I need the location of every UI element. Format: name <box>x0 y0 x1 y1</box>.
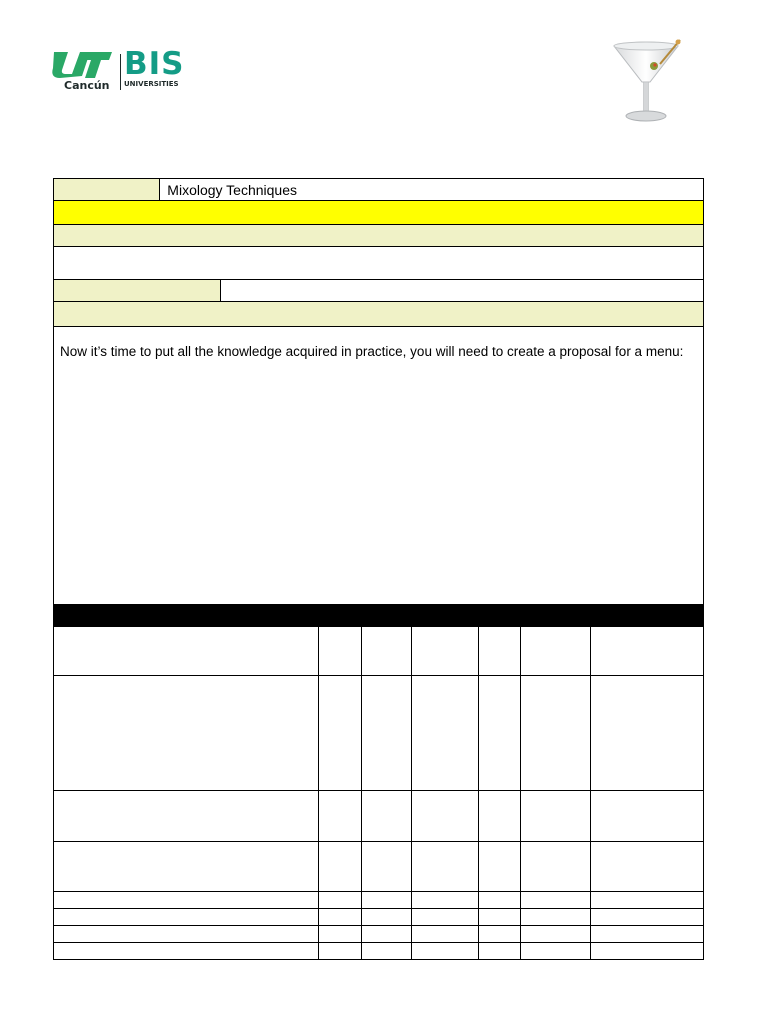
table-cell <box>361 926 411 943</box>
instructions-text: Now it’s time to put all the knowledge acquired in practice, you will need to create a proposal for a menu: <box>54 327 704 605</box>
menu-table-header-row <box>54 627 704 676</box>
table-cell <box>412 892 479 909</box>
table-cell <box>54 909 319 926</box>
table-row <box>54 909 704 926</box>
table-cell <box>521 909 590 926</box>
subject-label-cell <box>54 179 160 201</box>
table-cell <box>318 842 361 892</box>
table-cell <box>479 842 521 892</box>
table-row <box>54 842 704 892</box>
table-cell <box>521 627 590 676</box>
subject-value: Mixology Techniques <box>160 179 704 201</box>
field-label-cell <box>54 280 221 302</box>
table-cell <box>479 926 521 943</box>
table-row <box>54 943 704 960</box>
table-cell <box>590 943 704 960</box>
table-cell <box>361 892 411 909</box>
table-cell <box>54 791 319 842</box>
table-cell <box>521 892 590 909</box>
table-cell <box>521 842 590 892</box>
table-cell <box>318 676 361 791</box>
table-cell <box>590 791 704 842</box>
table-row <box>54 791 704 842</box>
table-cell <box>412 943 479 960</box>
section-header-row <box>54 225 704 247</box>
table-row <box>54 926 704 943</box>
table-cell <box>54 842 319 892</box>
table-cell <box>521 943 590 960</box>
table-cell <box>54 676 319 791</box>
table-cell <box>479 791 521 842</box>
table-cell <box>318 926 361 943</box>
table-cell <box>521 676 590 791</box>
table-cell <box>361 627 411 676</box>
ut-logo-icon <box>50 48 114 80</box>
table-cell <box>54 627 319 676</box>
table-cell <box>479 892 521 909</box>
table-row <box>54 892 704 909</box>
table-cell <box>590 909 704 926</box>
table-cell <box>361 842 411 892</box>
table-cell <box>590 842 704 892</box>
activity-form <box>53 178 704 960</box>
table-cell <box>54 892 319 909</box>
table-cell <box>318 943 361 960</box>
table-cell <box>412 926 479 943</box>
logo-city-text: Cancún <box>64 79 110 92</box>
table-cell <box>361 909 411 926</box>
table-cell <box>590 926 704 943</box>
yellow-banner-row <box>54 201 704 225</box>
logo-universities-text: UNIVERSITIES <box>124 80 179 88</box>
field-value-cell <box>221 280 704 302</box>
martini-glass-icon <box>608 36 684 126</box>
instructions-header-row <box>54 302 704 327</box>
table-cell <box>54 943 319 960</box>
table-cell <box>590 627 704 676</box>
table-cell <box>361 676 411 791</box>
table-cell <box>318 627 361 676</box>
table-cell <box>479 943 521 960</box>
table-cell <box>479 909 521 926</box>
table-cell <box>54 926 319 943</box>
table-cell <box>412 627 479 676</box>
table-cell <box>412 842 479 892</box>
table-cell <box>412 909 479 926</box>
black-header-row <box>54 605 704 627</box>
table-cell <box>590 892 704 909</box>
blank-info-row <box>54 247 704 280</box>
logo-divider <box>120 54 121 90</box>
table-cell <box>318 892 361 909</box>
logo-bis-text: BIS <box>124 46 185 82</box>
table-cell <box>412 676 479 791</box>
table-cell <box>521 926 590 943</box>
table-cell <box>521 791 590 842</box>
university-logo <box>50 46 185 92</box>
table-cell <box>479 676 521 791</box>
table-cell <box>361 943 411 960</box>
table-cell <box>318 791 361 842</box>
table-cell <box>590 676 704 791</box>
table-cell <box>318 909 361 926</box>
table-row <box>54 676 704 791</box>
table-cell <box>361 791 411 842</box>
table-cell <box>479 627 521 676</box>
table-cell <box>412 791 479 842</box>
